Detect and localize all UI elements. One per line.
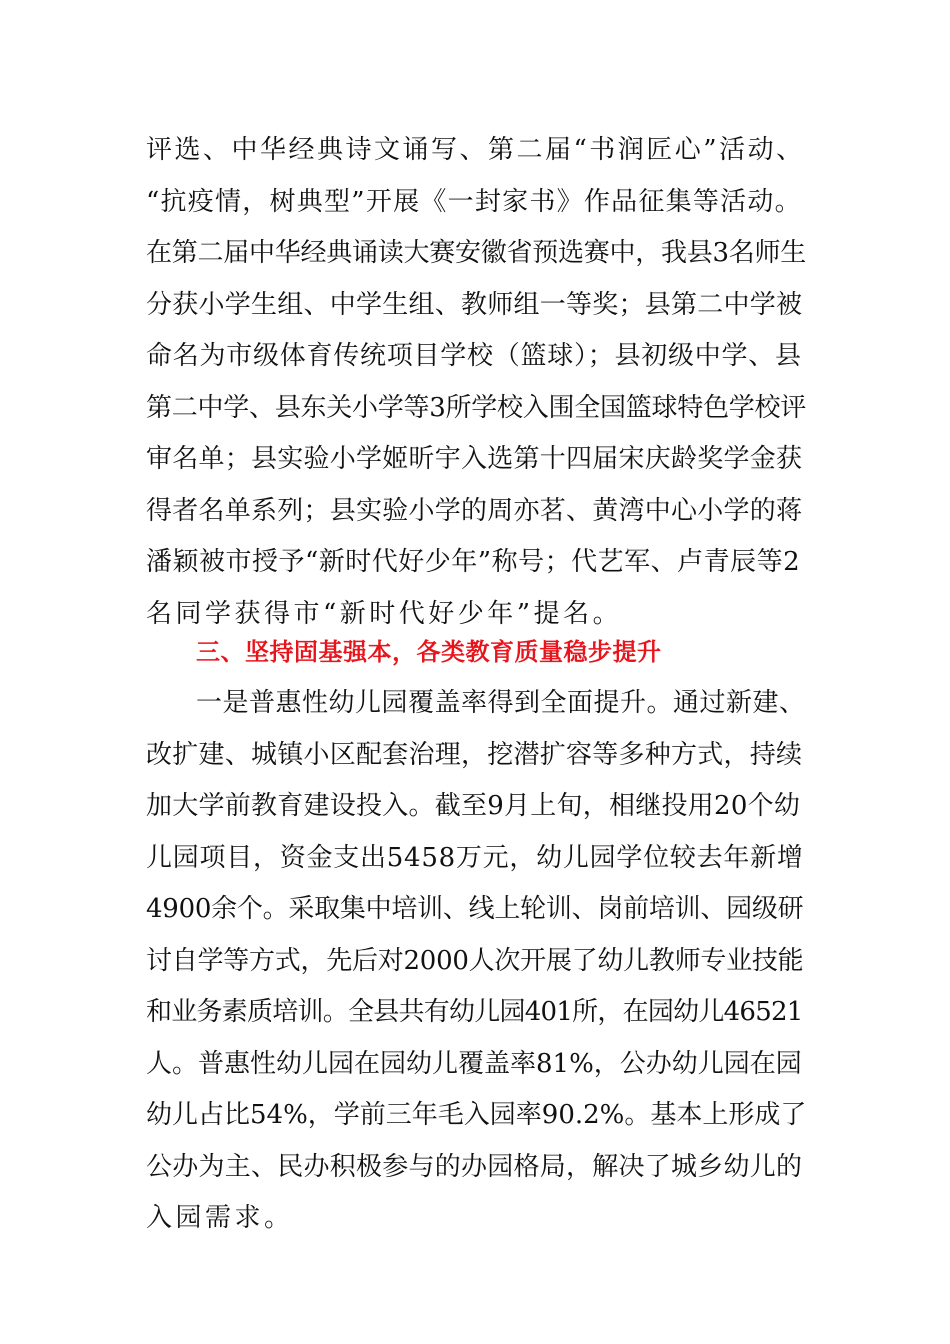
text-line: 评选、中华经典诗文诵写、第二届“书润匠心”活动、 xyxy=(146,135,805,165)
text-line: 入园需求。 xyxy=(146,1203,294,1233)
text-line: 在第二届中华经典诵读大赛安徽省预选赛中，我县3名师生 xyxy=(146,238,807,268)
section-heading: 三、坚持固基强本，各类教育质量稳步提升 xyxy=(196,638,662,666)
text-line: “抗疫情，树典型”开展《一封家书》作品征集等活动。 xyxy=(146,187,802,217)
text-line: 审名单；县实验小学姬昕宇入选第十四届宋庆龄奖学金获 xyxy=(146,444,803,474)
text-line: 讨自学等方式，先后对2000人次开展了幼儿教师专业技能 xyxy=(146,946,804,976)
text-line: 潘颖被市授予“新时代好少年”称号；代艺军、卢青辰等2 xyxy=(146,547,801,577)
text-line: 和业务素质培训。全县共有幼儿园401所，在园幼儿46521 xyxy=(146,997,803,1027)
text-line: 分获小学生组、中学生组、教师组一等奖；县第二中学被 xyxy=(146,290,803,320)
text-line: 名同学获得市“新时代好少年”提名。 xyxy=(146,599,623,629)
text-line: 第二中学、县东关小学等3所学校入围全国篮球特色学校评 xyxy=(146,393,807,423)
text-line: 儿园项目，资金支出5458万元，幼儿园学位较去年新增 xyxy=(146,843,804,873)
text-line: 人。普惠性幼儿园在园幼儿覆盖率81%，公办幼儿园在园 xyxy=(146,1049,802,1079)
text-line: 一是普惠性幼儿园覆盖率得到全面提升。通过新建、 xyxy=(196,688,806,718)
text-line: 改扩建、城镇小区配套治理，挖潜扩容等多种方式，持续 xyxy=(146,740,803,770)
text-line: 命名为市级体育传统项目学校（篮球）；县初级中学、县 xyxy=(146,341,802,371)
text-line: 幼儿占比54%，学前三年毛入园率90.2%。基本上形成了 xyxy=(146,1100,807,1130)
text-line: 公办为主、民办积极参与的办园格局，解决了城乡幼儿的 xyxy=(146,1152,803,1182)
text-line: 4900余个。采取集中培训、线上轮训、岗前培训、园级研 xyxy=(146,894,804,924)
text-line: 加大学前教育建设投入。截至9月上旬，相继投用20个幼 xyxy=(146,791,801,821)
text-line: 得者名单系列；县实验小学的周亦茗、黄湾中心小学的蒋 xyxy=(146,496,803,526)
